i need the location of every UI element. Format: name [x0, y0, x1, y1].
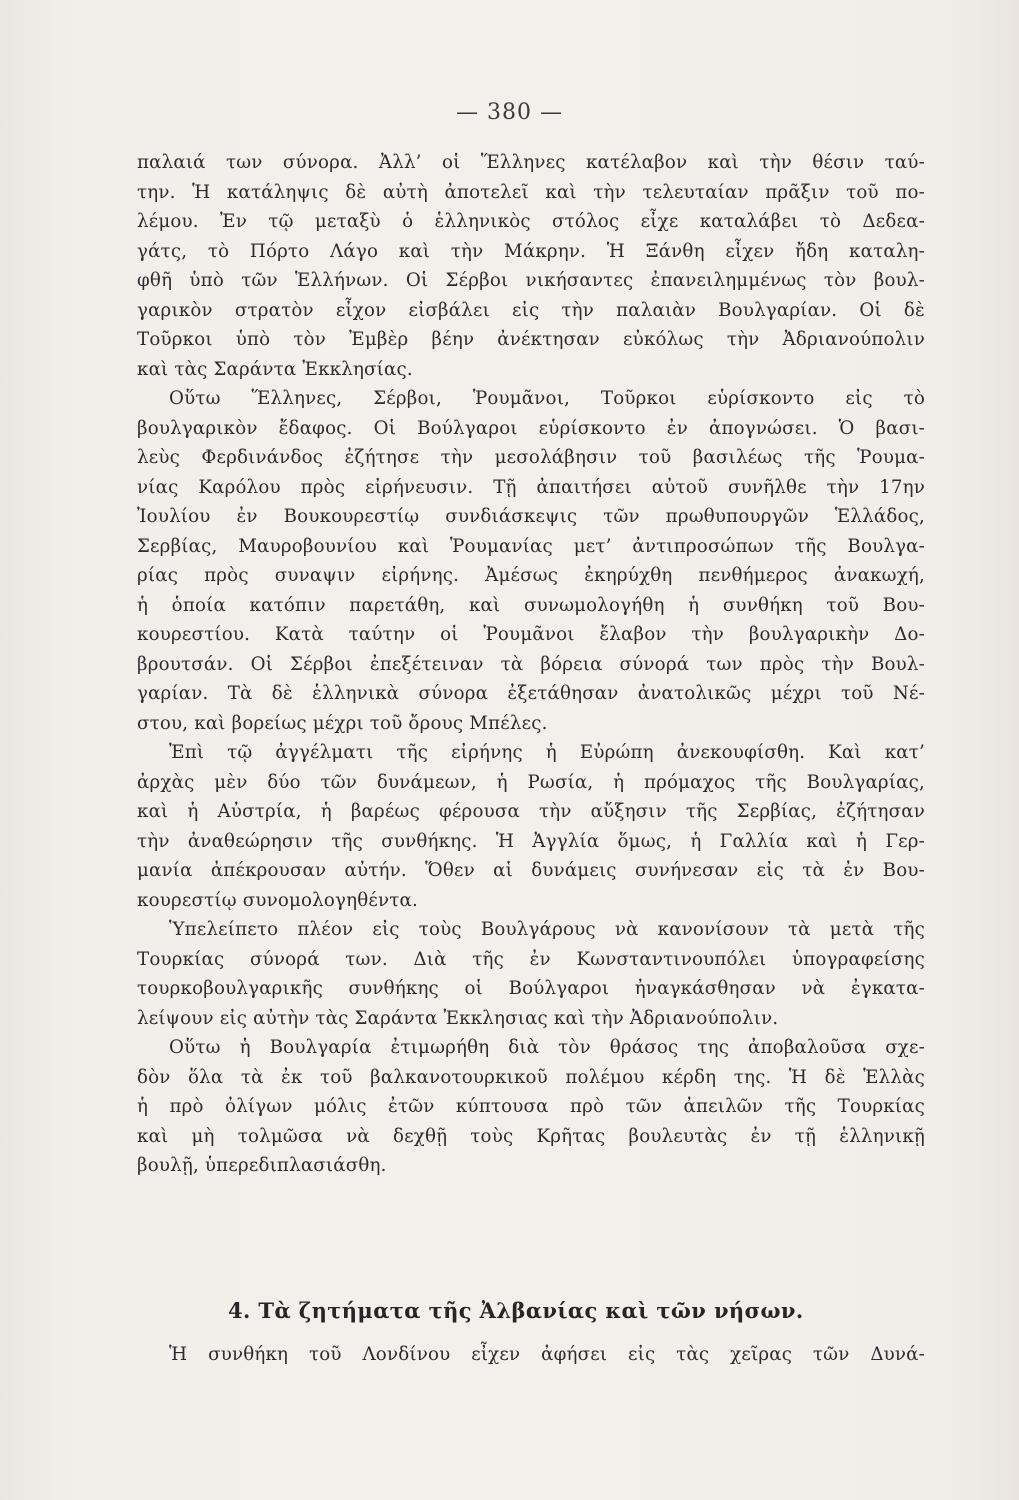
text-line: κουρεστίου. Κατὰ ταύτην οἱ Ῥουμᾶνοι ἔλαβον τὴν βουλγαρικὴν Δο- — [137, 624, 925, 645]
text-line: Ἰουλίου ἐν Βουκουρεστίῳ συνδιάσκεψις τῶν πρωθυπουργῶν Ἑλλάδος, — [137, 506, 925, 527]
text-line: φθῆ ὑπὸ τῶν Ἑλλήνων. Οἱ Σέρβοι νικήσαντες ἐπανειλημμένως τὸν βουλ- — [137, 270, 925, 291]
text-line: μανία ἀπέκρουσαν αὐτήν. Ὅθεν αἱ δυνάμεις συνήνεσαν εἰς τὰ ἐν Βου- — [137, 860, 925, 881]
closing-paragraph — [137, 1340, 925, 1370]
text-line: γάτς, τὸ Πόρτο Λάγο καὶ τὴν Μάκρην. Ἡ Ξάνθη εἶχεν ἤδη καταλη- — [137, 240, 925, 262]
text-line: λείψουν εἰς αὐτὴν τὰς Σαράντα Ἐκκλησιας καὶ τὴν Ἀδριανούπολιν. — [137, 1007, 779, 1029]
text-line: την. Ἡ κατάληψις δὲ αὐτὴ ἀποτελεῖ καὶ τὴν τελευταίαν πρᾶξιν τοῦ πο- — [137, 181, 925, 203]
text-line: τουρκοβουλγαρικῆς συνθήκης οἱ Βούλγαροι ἠναγκάσθησαν νὰ ἐγκατα- — [137, 978, 925, 999]
text-line: ρίας πρὸς συναψιν εἰρήνης. Ἀμέσως ἐκηρύχθη πενθήμερος ἀνακωχή, — [137, 565, 925, 586]
text-line: Σερβίας, Μαυροβουνίου καὶ Ῥουμανίας μετ’ ἀντιπροσώπων τῆς Βουλγα- — [137, 535, 925, 557]
text-line: κουρεστίῳ συνομολογηθέντα. — [137, 889, 418, 911]
text-line: ἡ ὁποία κατόπιν παρετάθη, καὶ συνωμολογήθη ἡ συνθήκη τοῦ Βου- — [137, 594, 925, 616]
text-line: Ἐπὶ τῷ ἀγγέλματι τῆς εἰρήνης ἡ Εὐρώπη ἀνεκουφίσθη. Καὶ κατ’ — [169, 742, 925, 763]
text-line: παλαιά των σύνορα. Ἀλλ’ οἱ Ἕλληνες κατέλαβον καὶ τὴν θέσιν ταύ- — [137, 152, 925, 173]
text-line: Οὕτω Ἕλληνες, Σέρβοι, Ῥουμᾶνοι, Τοῦρκοι εὑρίσκοντο εἰς τὸ — [169, 388, 925, 409]
text-line: Ἡ συνθήκη τοῦ Λονδίνου εἶχεν ἀφήσει εἰς τὰς χεῖρας τῶν Δυνά- — [169, 1344, 925, 1365]
text-line: Ὑπελείπετο πλέον εἰς τοὺς Βουλγάρους νὰ κανονίσουν τὰ μετὰ τῆς — [169, 919, 925, 940]
text-line: βουλγαρικὸν ἔδαφος. Οἱ Βούλγαροι εὑρίσκοντο ἐν ἀπογνώσει. Ὁ βασι- — [137, 417, 925, 439]
text-line: βρουτσάν. Οἱ Σέρβοι ἐπεξέτειναν τὰ βόρεια σύνορά των πρὸς τὴν Βουλ- — [137, 653, 925, 675]
body-text — [137, 148, 925, 1181]
text-line: τὴν ἀναθεώρησιν τῆς συνθήκης. Ἡ Ἀγγλία ὅμως, ἡ Γαλλία καὶ ἡ Γερ- — [137, 830, 925, 852]
text-line: καὶ ἡ Αὐστρία, ἡ βαρέως φέρουσα τὴν αὔξησιν τῆς Σερβίας, ἐζήτησαν — [137, 801, 925, 822]
text-line: γαρίαν. Τὰ δὲ ἑλληνικὰ σύνορα ἐξετάθησαν ἀνατολικῶς μέχρι τοῦ Νέ- — [137, 683, 925, 704]
text-line: ἡ πρὸ ὀλίγων μόλις ἐτῶν κύπτουσα πρὸ τῶν ἀπειλῶν τῆς Τουρκίας — [137, 1096, 925, 1117]
text-line: στου, καὶ βορείως μέχρι τοῦ ὄρους Μπέλες. — [137, 712, 548, 734]
text-line: γαρικὸν στρατὸν εἶχον εἰσβάλει εἰς τὴν παλαιὰν Βουλγαρίαν. Οἱ δὲ — [137, 299, 925, 321]
text-line: λεὺς Φερδινάνδος ἐζήτησε τὴν μεσολάβησιν τοῦ βασιλέως τῆς Ῥουμα- — [137, 447, 925, 468]
text-line: βουλῇ, ὑπερεδιπλασιάσθη. — [137, 1155, 387, 1176]
text-line: ἀρχὰς μὲν δύο τῶν δυνάμεων, ἡ Ρωσία, ἡ πρόμαχος τῆς Βουλγαρίας, — [137, 771, 925, 793]
section-heading: 4. Τὰ ζητήματα τῆς Ἀλβανίας καὶ τῶν νήσων. — [228, 1298, 804, 1323]
text-line: δὸν ὅλα τὰ ἐκ τοῦ βαλκανοτουρκικοῦ πολέμου κέρδη της. Ἡ δὲ Ἑλλὰς — [137, 1066, 925, 1088]
page-number: — 380 — — [456, 100, 563, 125]
text-line: Τοῦρκοι ὑπὸ τὸν Ἐμβὲρ βέην ἀνέκτησαν εὐκόλως τὴν Ἀδριανούπολιν — [137, 329, 925, 350]
text-line: καὶ μὴ τολμῶσα νὰ δεχθῇ τοὺς Κρῆτας βουλευτὰς ἐν τῇ ἑλληνικῇ — [137, 1125, 925, 1147]
text-line: Οὕτω ἡ Βουλγαρία ἐτιμωρήθη διὰ τὸν θράσος της ἀποβαλοῦσα σχε- — [169, 1037, 925, 1058]
text-line: λέμου. Ἐν τῷ μεταξὺ ὁ ἑλληνικὸς στόλος εἶχε καταλάβει τὸ Δεδεα- — [137, 211, 925, 232]
text-line: Τουρκίας σύνορά των. Διὰ τῆς ἐν Κωνσταντινουπόλει ὑπογραφείσης — [137, 948, 925, 970]
text-line: νίας Καρόλου πρὸς εἰρήνευσιν. Τῇ ἀπαιτήσει αὐτοῦ συνῆλθε τὴν 17ην — [137, 476, 925, 498]
text-line: καὶ τὰς Σαράντα Ἐκκλησίας. — [137, 358, 413, 380]
